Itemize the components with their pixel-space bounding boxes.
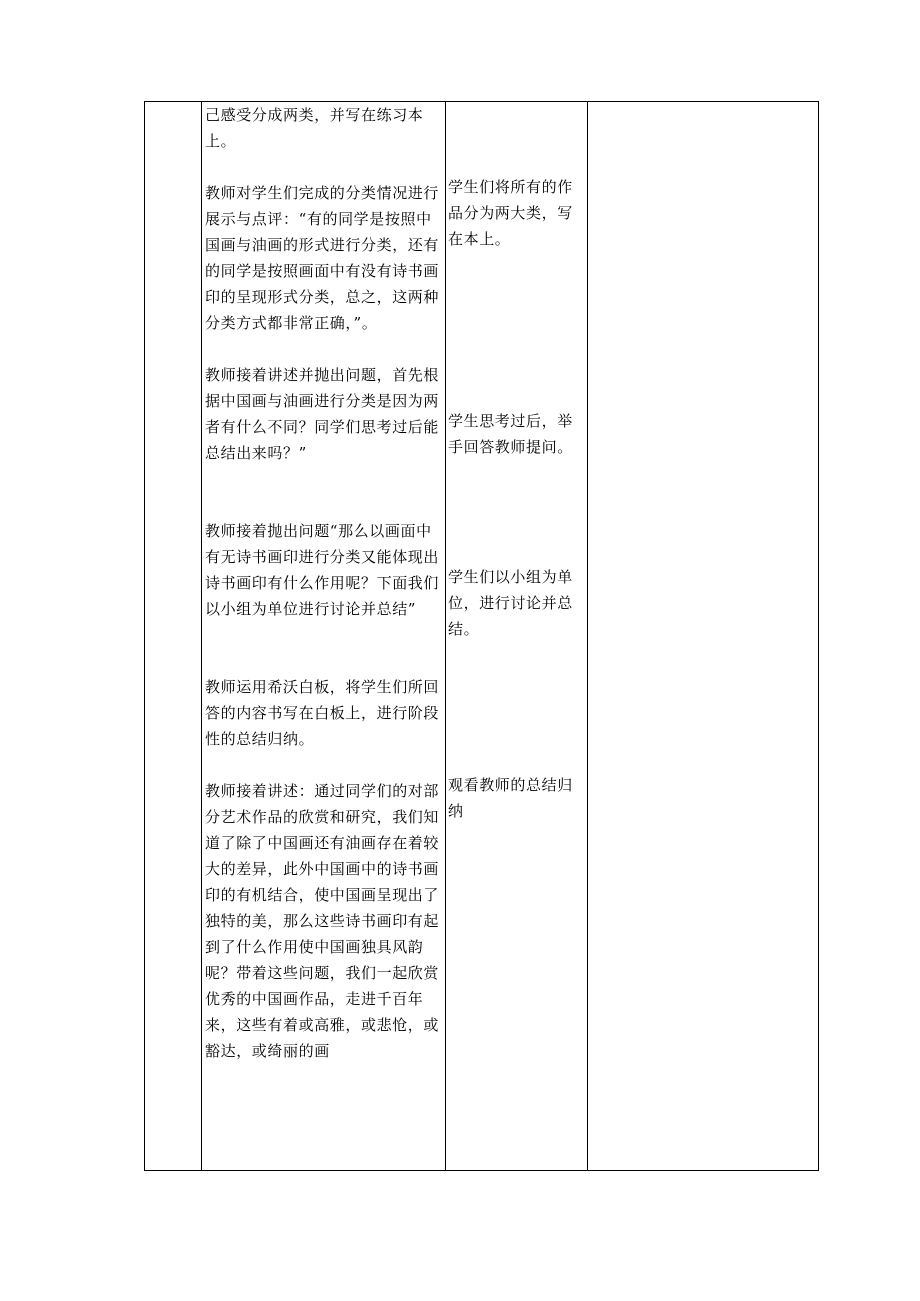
teacher-paragraph-3: 教师接着讲述并抛出问题，首先根据中国画与油画进行分类是因为两者有什么不同？同学们思考过后能总结出来吗？” [205,366,440,462]
student-paragraph-4: 观看教师的总结归纳 [448,776,573,820]
teacher-paragraph-6: 教师接着讲述：通过同学们的对部分艺术作品的欣赏和研究，我们知道了除了中国画还有油画存在着较大的差异，此外中国画中的诗书画印的有机结合，使中国画呈现出了独特的美，那么这些诗书画印有起到了什么作用使中国画独具风韵呢？带着这些问题，我们一起欣赏优秀的中国画作品，走进千百年来，这些有着或高雅，或悲怆，或豁达，或绮丽的画 [205,782,440,1060]
column-divider-1 [201,102,202,1170]
teacher-paragraph-1: 己感受分成两类，并写在练习本上。 [205,106,424,150]
lesson-plan-table [144,101,819,1171]
student-paragraph-2: 学生思考过后，举手回答教师提问。 [448,412,573,456]
teacher-paragraph-4: 教师接着抛出问题“那么以画面中有无诗书画印进行分类又能体现出诗书画印有什么作用呢？下面我们以小组为单位进行讨论并总结” [205,522,440,618]
student-paragraph-3: 学生们以小组为单位，进行讨论并总结。 [448,568,573,638]
teacher-paragraph-5: 教师运用希沃白板，将学生们所回答的内容书写在白板上，进行阶段性的总结归纳。 [205,678,440,748]
student-paragraph-1: 学生们将所有的作品分为两大类，写在本上。 [448,178,573,248]
teacher-activity-cell [205,102,445,1064]
column-divider-2 [445,102,446,1170]
teacher-paragraph-2: 教师对学生们完成的分类情况进行展示与点评：“有的同学是按照中国画与油画的形式进行分类，还有的同学是按照画面中有没有诗书画印的呈现形式分类，总之，这两种分类方式都非常正确，”。 [205,184,440,332]
student-activity-cell [448,174,588,824]
